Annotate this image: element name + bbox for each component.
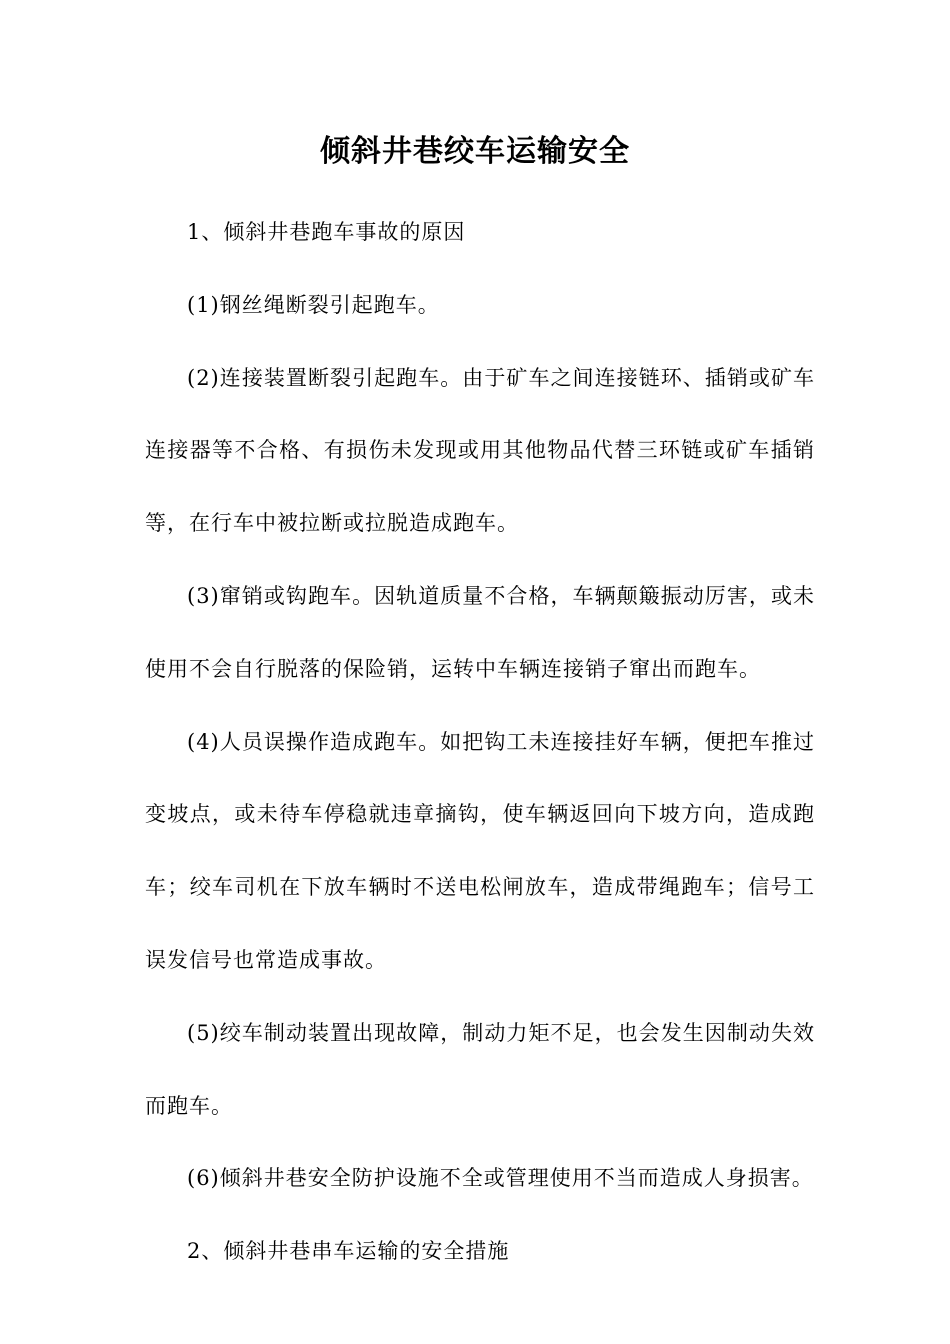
paragraph-cause-4: (4)人员误操作造成跑车。如把钩工未连接挂好车辆，便把车推过变坡点，或未待车停稳就违章摘钩，使车辆返回向下坡方向，造成跑车；绞车司机在下放车辆时不送电松闸放车，造成带绳跑车；信号工误发信号也常造成事故。 <box>145 729 815 972</box>
section-heading-1: 1、倾斜井巷跑车事故的原因 <box>187 220 466 244</box>
paragraph-cause-5: (5)绞车制动装置出现故障，制动力矩不足，也会发生因制动失效而跑车。 <box>145 1020 815 1118</box>
document-body <box>145 196 815 1288</box>
paragraph-cause-2: (2)连接装置断裂引起跑车。由于矿车之间连接链环、插销或矿车连接器等不合格、有损伤未发现或用其他物品代替三环链或矿车插销等，在行车中被拉断或拉脱造成跑车。 <box>145 365 815 536</box>
paragraph-cause-1: (1)钢丝绳断裂引起跑车。 <box>187 292 440 317</box>
section-heading-2: 2、倾斜井巷串车运输的安全措施 <box>187 1239 510 1264</box>
paragraph-cause-6: (6)倾斜井巷安全防护设施不全或管理使用不当而造成人身损害。 <box>187 1166 814 1191</box>
document-title: 倾斜井巷绞车运输安全 <box>320 134 630 169</box>
paragraph-cause-3: (3)窜销或钩跑车。因轨道质量不合格，车辆颠簸振动厉害，或未使用不会自行脱落的保险销，运转中车辆连接销子窜出而跑车。 <box>145 583 815 681</box>
